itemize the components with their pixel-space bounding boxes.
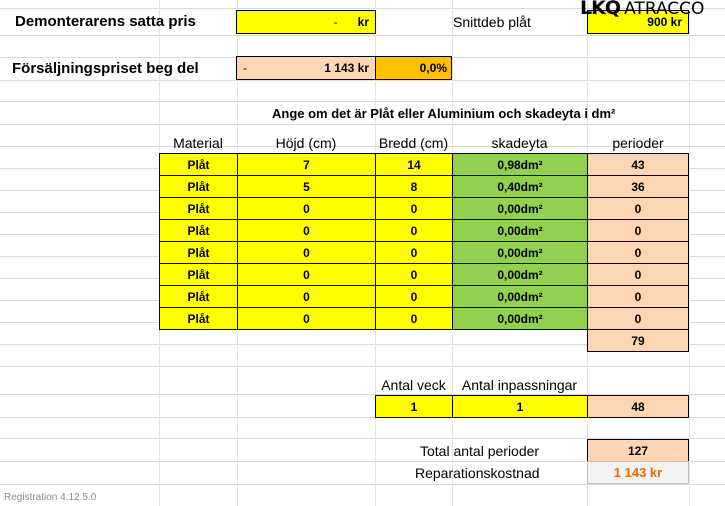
gridline-col [689,0,690,506]
cell-material[interactable] [159,241,238,264]
demonter-value: - [333,15,338,29]
cell-hojd[interactable] [237,153,376,176]
bredd-value: 0 [410,267,418,282]
gridline-row [0,124,725,125]
cell-perioder [587,241,689,264]
forsalj-percent-cell[interactable] [375,56,452,80]
skadeyta-value: 0,00dm² [497,223,543,238]
cell-material[interactable] [159,175,238,198]
material-value: Plåt [187,223,210,238]
demonter-unit: kr [357,15,369,29]
antal-inpass-cell[interactable] [452,395,588,418]
antal-inpass-value: 1 [516,399,524,414]
header-skadeyta: skadeyta [491,135,548,151]
hojd-value: 0 [303,245,310,260]
cell-hojd[interactable] [237,175,376,198]
instruction-text: Ange om det är Plåt eller Aluminium och skadeyta i dm² [272,106,616,121]
snittdeb-label: Snittdeb plåt [453,14,531,30]
material-value: Plåt [187,311,210,326]
perioder-value: 0 [634,311,642,326]
sum-perioder-cell [587,329,689,352]
cell-skadeyta [452,285,588,308]
skadeyta-value: 0,40dm² [497,179,543,194]
sum-perioder-value: 79 [631,333,645,348]
material-value: Plåt [187,245,210,260]
cell-skadeyta [452,263,588,286]
cell-perioder [587,263,689,286]
forsalj-value: 1 143 kr [324,61,369,75]
cell-material[interactable] [159,153,238,176]
perioder-value: 0 [634,289,642,304]
total-perioder-label: Total antal perioder [420,443,540,459]
material-value: Plåt [187,179,210,194]
registration-version: Registration 4.12.5.0 [4,492,97,503]
perioder-value: 0 [634,201,642,216]
skadeyta-value: 0,00dm² [497,201,543,216]
skadeyta-value: 0,00dm² [497,267,543,282]
logo-lkq-text: LKQ [580,0,620,19]
antal-veck-cell[interactable] [375,395,453,418]
forsalj-label: Försäljningspriset beg del [12,60,199,77]
cell-bredd[interactable] [375,219,453,242]
cell-skadeyta [452,307,588,330]
hojd-value: 0 [303,201,310,216]
total-perioder-cell [587,439,689,462]
gridline-row [0,101,725,102]
cell-bredd[interactable] [375,285,453,308]
skadeyta-value: 0,00dm² [497,311,543,326]
perioder-value: 0 [634,245,642,260]
cell-hojd[interactable] [237,307,376,330]
cell-bredd[interactable] [375,307,453,330]
cell-bredd[interactable] [375,241,453,264]
cell-skadeyta [452,175,588,198]
material-value: Plåt [187,201,210,216]
gridline-row [0,366,725,367]
cell-skadeyta [452,153,588,176]
bredd-value: 14 [407,157,421,172]
cell-material[interactable] [159,263,238,286]
antal-veck-value: 1 [410,399,418,414]
snittdeb-value: 900 kr [647,15,682,29]
bredd-value: 0 [410,311,418,326]
forsalj-percent: 0,0% [419,61,447,75]
antal-inpass-label: Antal inpassningar [461,377,578,393]
gridline-row [0,35,725,36]
perioder-value: 0 [634,267,642,282]
demonter-price-cell[interactable] [236,10,376,34]
hojd-value: 0 [303,267,310,282]
skadeyta-value: 0,00dm² [497,289,543,304]
bredd-value: 0 [410,245,418,260]
cell-hojd[interactable] [237,263,376,286]
bredd-value: 8 [410,179,418,194]
hojd-value: 0 [303,223,310,238]
cell-perioder [587,219,689,242]
material-value: Plåt [187,267,210,282]
header-hojd: Höjd (cm) [275,135,337,151]
bredd-value: 0 [410,223,418,238]
hojd-value: 0 [303,311,310,326]
header-material: Material [173,135,223,151]
perioder-value: 36 [631,179,645,194]
cell-bredd[interactable] [375,263,453,286]
gridline-row [0,80,725,81]
cell-bredd[interactable] [375,197,453,220]
cell-bredd[interactable] [375,175,453,198]
bredd-value: 0 [410,289,418,304]
cell-skadeyta [452,197,588,220]
cell-hojd[interactable] [237,219,376,242]
perioder-value: 0 [634,223,642,238]
cell-material[interactable] [159,285,238,308]
skadeyta-value: 0,00dm² [497,245,543,260]
cell-material[interactable] [159,197,238,220]
bredd-value: 0 [410,201,418,216]
rep-kostnad-value: 1 143 kr [613,465,663,480]
cell-perioder [587,153,689,176]
cell-skadeyta [452,219,588,242]
material-value: Plåt [187,289,210,304]
hojd-value: 0 [303,289,310,304]
cell-perioder [587,307,689,330]
cell-hojd[interactable] [237,197,376,220]
forsalj-prefix: - [243,61,247,75]
rep-kostnad-label: Reparationskostnad [415,465,540,481]
header-perioder: perioder [612,135,664,151]
hojd-value: 7 [303,157,310,172]
rep-kostnad-cell [587,461,689,484]
lkq-atracco-logo [580,0,704,19]
cell-material[interactable] [159,219,238,242]
cell-material[interactable] [159,307,238,330]
cell-bredd[interactable] [375,153,453,176]
cell-hojd[interactable] [237,241,376,264]
cell-perioder [587,285,689,308]
antal-perioder-cell [587,395,689,418]
antal-perioder-value: 48 [631,399,645,414]
skadeyta-value: 0,98dm² [497,157,543,172]
cell-skadeyta [452,241,588,264]
cell-hojd[interactable] [237,285,376,308]
header-bredd: Bredd (cm) [378,135,449,151]
hojd-value: 5 [303,179,310,194]
antal-veck-label: Antal veck [381,377,446,393]
cell-perioder [587,197,689,220]
total-perioder-value: 127 [627,443,649,458]
perioder-value: 43 [631,157,645,172]
logo-atracco-text: ATRACCO [624,0,705,19]
material-value: Plåt [187,157,210,172]
forsalj-price-cell[interactable] [236,56,376,80]
demonter-label: Demonterarens satta pris [15,13,196,30]
cell-perioder [587,175,689,198]
gridline-row [0,484,725,485]
